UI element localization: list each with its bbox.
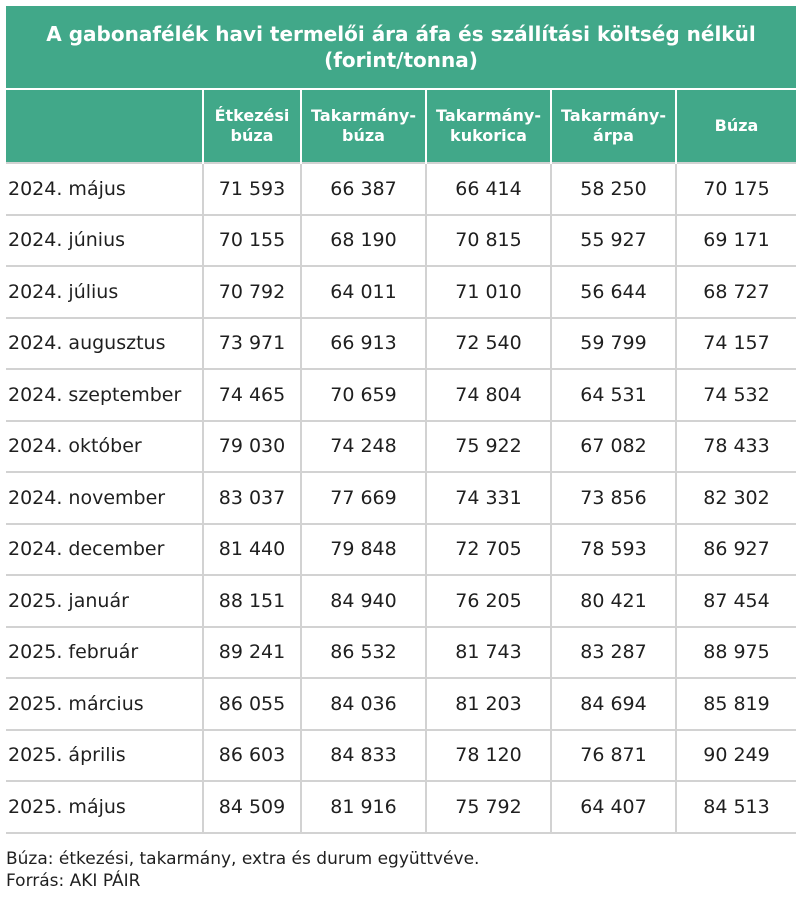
price-table <box>6 88 796 834</box>
table-row <box>6 318 796 370</box>
header-cell-takarmany-kukorica: Takarmány-kukorica <box>426 89 551 163</box>
table-body <box>6 163 796 833</box>
price-cell: 83 037 <box>203 472 301 524</box>
price-cell: 75 922 <box>426 421 551 473</box>
price-cell: 76 871 <box>551 730 676 782</box>
row-label-period: 2024. december <box>6 524 203 576</box>
table-row <box>6 163 796 215</box>
price-cell: 86 603 <box>203 730 301 782</box>
price-cell: 81 440 <box>203 524 301 576</box>
price-cell: 84 036 <box>301 678 426 730</box>
price-cell: 90 249 <box>676 730 796 782</box>
row-label-period: 2024. június <box>6 215 203 267</box>
row-label-period: 2024. október <box>6 421 203 473</box>
price-cell: 73 971 <box>203 318 301 370</box>
table-row <box>6 472 796 524</box>
header-cell-etkezesi-buza: Étkezési búza <box>203 89 301 163</box>
price-cell: 78 593 <box>551 524 676 576</box>
table-row <box>6 678 796 730</box>
row-label-period: 2024. július <box>6 266 203 318</box>
price-cell: 74 804 <box>426 369 551 421</box>
price-cell: 66 414 <box>426 163 551 215</box>
price-cell: 70 792 <box>203 266 301 318</box>
price-cell: 86 532 <box>301 627 426 679</box>
price-cell: 88 975 <box>676 627 796 679</box>
row-label-period: 2025. február <box>6 627 203 679</box>
row-label-period: 2025. április <box>6 730 203 782</box>
price-cell: 70 175 <box>676 163 796 215</box>
row-label-period: 2024. augusztus <box>6 318 203 370</box>
price-cell: 74 248 <box>301 421 426 473</box>
price-cell: 64 407 <box>551 781 676 833</box>
row-label-period: 2025. március <box>6 678 203 730</box>
price-cell: 82 302 <box>676 472 796 524</box>
price-cell: 85 819 <box>676 678 796 730</box>
price-cell: 89 241 <box>203 627 301 679</box>
footnotes <box>6 848 479 892</box>
price-cell: 74 465 <box>203 369 301 421</box>
price-cell: 78 120 <box>426 730 551 782</box>
price-cell: 87 454 <box>676 575 796 627</box>
header-cell-takarmany-arpa: Takarmány-árpa <box>551 89 676 163</box>
price-cell: 74 157 <box>676 318 796 370</box>
price-cell: 71 593 <box>203 163 301 215</box>
price-cell: 84 509 <box>203 781 301 833</box>
price-cell: 68 727 <box>676 266 796 318</box>
row-label-period: 2024. szeptember <box>6 369 203 421</box>
price-cell: 76 205 <box>426 575 551 627</box>
row-label-period: 2024. május <box>6 163 203 215</box>
footnote-source: Forrás: AKI PÁIR <box>6 871 141 891</box>
table-title: A gabonafélék havi termelői ára áfa és szállítási költség nélkül (forint/tonna) <box>6 6 796 88</box>
price-cell: 81 916 <box>301 781 426 833</box>
price-cell: 58 250 <box>551 163 676 215</box>
price-cell: 67 082 <box>551 421 676 473</box>
price-cell: 66 913 <box>301 318 426 370</box>
price-cell: 80 421 <box>551 575 676 627</box>
table-row <box>6 369 796 421</box>
price-cell: 70 815 <box>426 215 551 267</box>
price-cell: 75 792 <box>426 781 551 833</box>
table-row <box>6 575 796 627</box>
footnote-definition: Búza: étkezési, takarmány, extra és durum együttvéve. <box>6 849 480 869</box>
table-row <box>6 627 796 679</box>
price-cell: 79 848 <box>301 524 426 576</box>
price-cell: 64 531 <box>551 369 676 421</box>
table-row <box>6 266 796 318</box>
price-cell: 72 540 <box>426 318 551 370</box>
price-cell: 56 644 <box>551 266 676 318</box>
price-cell: 70 155 <box>203 215 301 267</box>
price-cell: 77 669 <box>301 472 426 524</box>
table-row <box>6 524 796 576</box>
table-row <box>6 421 796 473</box>
row-label-period: 2025. január <box>6 575 203 627</box>
price-cell: 64 011 <box>301 266 426 318</box>
header-cell-period <box>6 89 203 163</box>
price-cell: 88 151 <box>203 575 301 627</box>
price-cell: 69 171 <box>676 215 796 267</box>
header-row <box>6 89 796 163</box>
price-cell: 81 743 <box>426 627 551 679</box>
price-cell: 84 513 <box>676 781 796 833</box>
row-label-period: 2025. május <box>6 781 203 833</box>
price-cell: 78 433 <box>676 421 796 473</box>
price-cell: 72 705 <box>426 524 551 576</box>
price-cell: 84 833 <box>301 730 426 782</box>
table-row <box>6 781 796 833</box>
table-row <box>6 215 796 267</box>
price-cell: 66 387 <box>301 163 426 215</box>
price-cell: 84 940 <box>301 575 426 627</box>
price-cell: 74 331 <box>426 472 551 524</box>
price-cell: 70 659 <box>301 369 426 421</box>
price-cell: 86 927 <box>676 524 796 576</box>
price-cell: 59 799 <box>551 318 676 370</box>
price-cell: 68 190 <box>301 215 426 267</box>
price-cell: 55 927 <box>551 215 676 267</box>
header-cell-buza: Búza <box>676 89 796 163</box>
table-row <box>6 730 796 782</box>
price-cell: 71 010 <box>426 266 551 318</box>
price-cell: 79 030 <box>203 421 301 473</box>
price-cell: 73 856 <box>551 472 676 524</box>
price-cell: 86 055 <box>203 678 301 730</box>
header-cell-takarmany-buza: Takarmány-búza <box>301 89 426 163</box>
price-cell: 84 694 <box>551 678 676 730</box>
price-cell: 74 532 <box>676 369 796 421</box>
row-label-period: 2024. november <box>6 472 203 524</box>
price-cell: 83 287 <box>551 627 676 679</box>
price-cell: 81 203 <box>426 678 551 730</box>
